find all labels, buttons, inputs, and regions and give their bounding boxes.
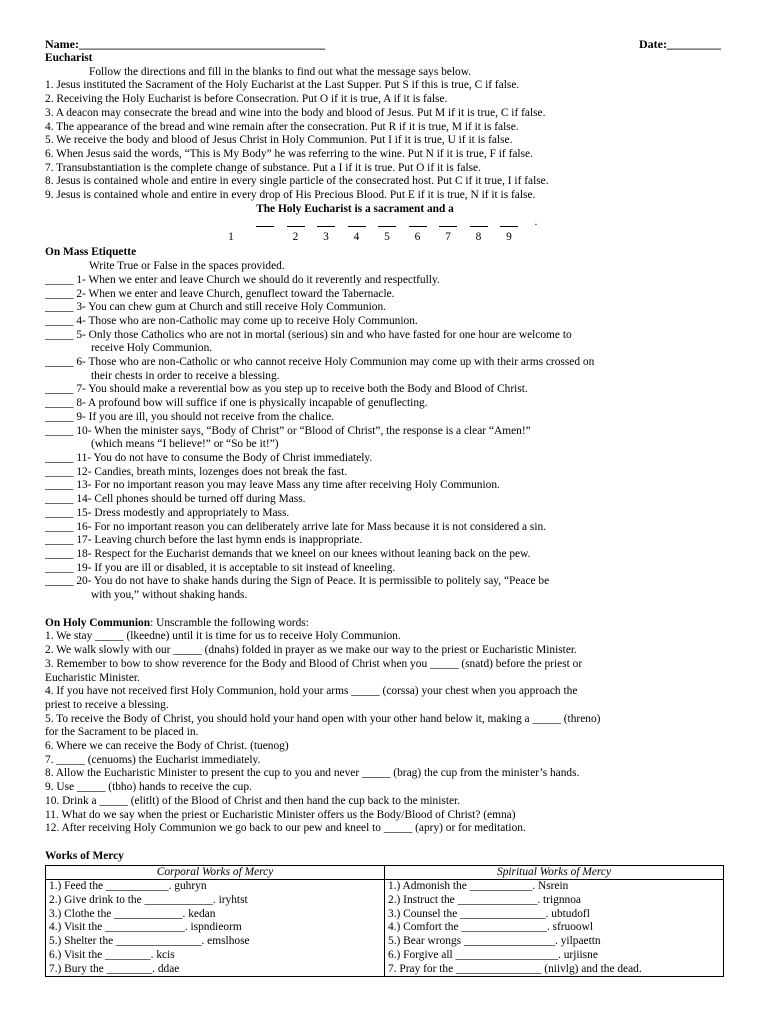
unscramble-question[interactable]: 10. Drink a _____ (elitlt) of the Blood of Christ and then hand the cup back to the minister. [45,794,461,807]
eucharist-intro: Follow the directions and fill in the blanks to find out what the message says below. [89,65,472,78]
etiquette-question[interactable]: _____ 12- Candies, breath mints, lozenges does not break the fast. [45,465,348,478]
spiritual-work-item[interactable]: 5.) Bear wrongs ________________. yilpaettn [388,935,601,948]
works-title: Works of Mercy [45,849,124,862]
message-blank[interactable] [317,214,335,227]
etiquette-question[interactable]: _____ 16- For no important reason you can deliberately arrive late for Mass because it is not considered a sin. [45,520,547,533]
etiquette-question[interactable]: _____ 8- A profound bow will suffice if one is physically incapable of genuflecting. [45,397,428,410]
eucharist-question: 2. Receiving the Holy Eucharist is before Consecration. Put O if it is true, A if it is false. [45,93,448,106]
name-field-label[interactable]: Name:_________________________________________ [45,37,325,51]
works-of-mercy-table [45,865,724,978]
eucharist-question: 9. Jesus is contained whole and entire in every drop of His Precious Blood. Put E if it is true, N if it is false. [45,189,536,202]
etiquette-question[interactable]: _____ 20- You do not have to shake hands during the Sign of Peace. It is permissible to politely say, “Peace be [45,575,550,588]
blank-line-row[interactable] [228,216,548,230]
blank-number: 8 [475,231,482,244]
blank-number-row [228,231,548,245]
message-period: . [534,216,538,229]
etiquette-question[interactable]: _____ 2- When we enter and leave Church, genuflect toward the Tabernacle. [45,287,395,300]
eucharist-question: 1. Jesus instituted the Sacrament of the Holy Eucharist at the Last Supper. Put S if this is true, C if false. [45,79,520,92]
unscramble-question[interactable]: 9. Use _____ (tbho) hands to receive the cup. [45,781,252,794]
etiquette-question[interactable]: _____ 6- Those who are non-Catholic or who cannot receive Holy Communion may come up with their arms crossed on [45,356,595,369]
unscramble-question[interactable]: 5. To receive the Body of Christ, you should hold your hand open with your other hand below it, making a _____ (threno) [45,712,601,725]
worksheet-page [45,38,725,977]
corporal-work-item[interactable]: 5.) Shelter the _______________. emslhose [49,935,250,948]
message-blank[interactable] [409,214,427,227]
blank-number: 4 [353,231,360,244]
etiquette-question[interactable]: _____ 17- Leaving church before the last hymn ends is inappropriate. [45,534,363,547]
etiquette-question[interactable]: _____ 3- You can chew gum at Church and still receive Holy Communion. [45,301,387,314]
corporal-work-item[interactable]: 6.) Visit the ________. kcis [49,948,175,961]
etiquette-question[interactable]: _____ 5- Only those Catholics who are not in mortal (serious) sin and who have fasted for one hour are welcome to [45,328,572,341]
communion-title: On Holy Communion [45,616,151,629]
blank-number: 9 [506,231,512,244]
corporal-work-item[interactable]: 1.) Feed the ___________. guhryn [49,880,207,893]
eucharist-question-list [45,79,725,202]
communion-heading [45,617,725,631]
unscramble-question[interactable]: 3. Remember to bow to show reverence for the Body and Blood of Christ when you _____ (snatd) before the priest or [45,657,583,670]
unscramble-question[interactable]: priest to receive a blessing. [45,698,169,711]
eucharist-title: Eucharist [45,52,93,64]
corporal-work-item[interactable]: 7.) Bury the ________. ddae [49,962,180,975]
etiquette-question[interactable]: with you,” without shaking hands. [91,589,248,602]
etiquette-question[interactable]: _____ 4- Those who are non-Catholic may come up to receive Holy Communion. [45,314,418,327]
corporal-header: Corporal Works of Mercy [46,865,385,880]
header [45,38,725,52]
etiquette-question[interactable]: (which means “I believe!” or “So be it!”) [91,438,279,451]
etiquette-question[interactable]: _____ 9- If you are ill, you should not receive from the chalice. [45,410,335,423]
blank-number: 2 [292,231,299,244]
etiquette-question[interactable]: _____ 14- Cell phones should be turned off during Mass. [45,493,306,506]
message-sentence: The Holy Eucharist is a sacrament and a [256,202,454,215]
etiquette-question[interactable]: _____ 11- You do not have to consume the Body of Christ immediately. [45,451,373,464]
message-blank[interactable] [470,214,488,227]
spiritual-header: Spiritual Works of Mercy [385,865,724,880]
corporal-work-item[interactable]: 3.) Clothe the ____________. kedan [49,907,216,920]
etiquette-intro: Write True or False in the spaces provided. [89,260,285,273]
spiritual-work-item[interactable]: 6.) Forgive all __________________. urjiisne [388,948,598,961]
corporal-work-item[interactable]: 4.) Visit the ______________. ispndieorm [49,921,242,934]
etiquette-question[interactable]: their chests in order to receive a blessing. [91,369,280,382]
communion-question-list [45,630,725,836]
date-field-label[interactable]: Date:_________ [639,37,721,51]
spiritual-work-item[interactable]: 3.) Counsel the _______________. ubtudofl [388,907,590,920]
message-blank[interactable] [256,214,274,227]
etiquette-title: On Mass Etiquette [45,246,137,259]
unscramble-question[interactable]: 6. Where we can receive the Body of Christ. (tuenog) [45,740,289,753]
blank-number: 6 [414,231,421,244]
message-blank[interactable] [439,214,457,227]
spiritual-column [385,880,724,977]
spiritual-work-item[interactable]: 4.) Comfort the _______________. sfruoowl [388,921,594,934]
blank-number: 3 [323,231,329,244]
eucharist-question: 3. A deacon may consecrate the bread and wine into the body and blood of Jesus. Put M if it is true, C if false. [45,106,546,119]
etiquette-question[interactable]: _____ 18- Respect for the Eucharist demands that we kneel on our knees without leaning back on the pew. [45,547,531,560]
unscramble-question[interactable]: for the Sacrament to be placed in. [45,726,199,739]
etiquette-question[interactable]: _____ 1- When we enter and leave Church we should do it reverently and respectfully. [45,273,440,286]
spiritual-work-item[interactable]: 2.) Instruct the ______________. trignnoa [388,894,581,907]
message-blank[interactable] [378,214,396,227]
eucharist-question: 7. Transubstantiation is the complete change of substance. Put a I if it is true. Put O if it is false. [45,161,481,174]
etiquette-question[interactable]: _____ 10- When the minister says, “Body of Christ” or “Blood of Christ”, the response is a clear “Amen!” [45,424,531,437]
unscramble-question[interactable]: Eucharistic Minister. [45,671,140,684]
eucharist-question: 6. When Jesus said the words, “This is My Body” he was referring to the wine. Put N if it is true, F if false. [45,147,533,160]
unscramble-question[interactable]: 1. We stay _____ (lkeedne) until it is time for us to receive Holy Communion. [45,630,401,643]
unscramble-question[interactable]: 4. If you have not received first Holy Communion, hold your arms _____ (corssa) your chest when you approach the [45,685,578,698]
etiquette-question-list [45,274,725,603]
spiritual-work-item[interactable]: 1.) Admonish the ___________. Nsrein [388,880,569,893]
eucharist-question: 5. We receive the body and blood of Jesus Christ in Holy Communion. Put I if it is true, U if it is false. [45,134,513,147]
unscramble-question[interactable]: 8. Allow the Eucharistic Minister to present the cup to you and never _____ (brag) the cup from the minister’s hands. [45,767,580,780]
etiquette-question[interactable]: _____ 13- For no important reason you may leave Mass any time after receiving Holy Communion. [45,479,500,492]
blank-number: 5 [384,231,390,244]
eucharist-question: 4. The appearance of the bread and wine remain after the consecration. Put R if it is true, M if it is false. [45,120,519,133]
blank-number: 7 [445,231,451,244]
unscramble-question[interactable]: 12. After receiving Holy Communion we go back to our pew and kneel to _____ (apry) or for meditation. [45,822,526,835]
message-blank[interactable] [287,214,305,227]
etiquette-question[interactable]: _____ 7- You should make a reverential bow as you step up to receive both the Body and Blood of Christ. [45,383,528,396]
unscramble-question[interactable]: 2. We walk slowly with our _____ (dnahs) folded in prayer as we make our way to the priest or Eucharistic Minister. [45,644,577,657]
spiritual-work-item[interactable]: 7. Pray for the _______________ (niivlg) and the dead. [388,962,642,975]
message-blank[interactable] [500,214,518,227]
message-blank[interactable] [348,214,366,227]
corporal-column [46,880,385,977]
etiquette-question[interactable]: receive Holy Communion. [91,342,213,355]
communion-intro: : Unscramble the following words: [150,616,309,629]
corporal-work-item[interactable]: 2.) Give drink to the ____________. iryhtst [49,894,248,907]
message-blanks [45,216,725,246]
blank-number: 1 [228,231,234,244]
unscramble-question[interactable]: 7. _____ (cenuoms) the Eucharist immediately. [45,753,261,766]
unscramble-question[interactable]: 11. What do we say when the priest or Eucharistic Minister offers us the Body/Blood of Christ? (emna) [45,808,516,821]
etiquette-question[interactable]: _____ 15- Dress modestly and appropriately to Mass. [45,506,290,519]
eucharist-question: 8. Jesus is contained whole and entire in every single particle of the consecrated host. Put C if it true, I if false. [45,175,549,188]
etiquette-question[interactable]: _____ 19- If you are ill or disabled, it is acceptable to sit instead of kneeling. [45,561,396,574]
